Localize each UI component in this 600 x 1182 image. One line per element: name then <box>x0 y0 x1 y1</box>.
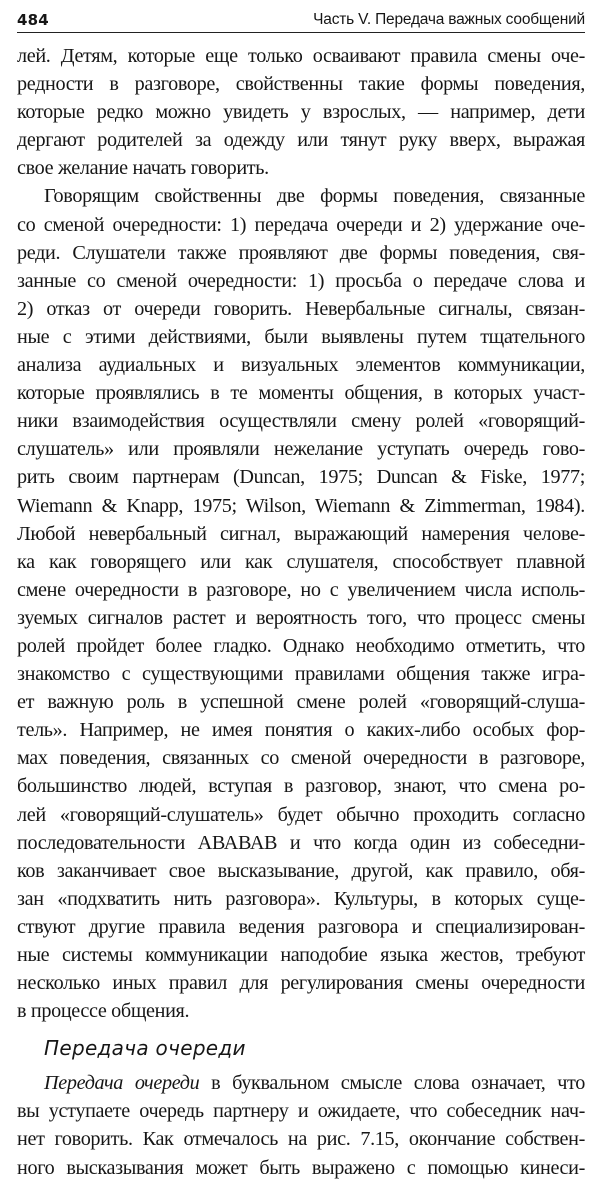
text-line: несколько иных правил для регулирования смены очередности <box>17 972 585 995</box>
text-line: лей «говорящий-слушатель» будет обычно проходить согласно <box>17 803 585 826</box>
text-line: смене очередности в разговоре, но с увеличением числа исполь- <box>17 578 585 601</box>
text-run: в буквальном смысле слова означает, что <box>199 1072 585 1095</box>
text-line: ные с этими действиями, были выявлены путем тщательного <box>17 325 585 348</box>
text-line: Wiemann & Knapp, 1975; Wilson, Wiemann & Zimmerman, 1984). <box>17 494 585 517</box>
header-rule <box>17 32 585 33</box>
text-line: занные со сменой очередности: 1) просьба о передаче слова и <box>17 269 585 292</box>
page-header <box>17 8 585 32</box>
text-line: в процессе общения. <box>17 1000 190 1023</box>
section-subheading: Передача очереди <box>44 1036 246 1061</box>
text-line: анализа аудиальных и визуальных элементов коммуникации, <box>17 354 585 377</box>
text-line: нет говорить. Как отмечалось на рис. 7.15, окончание собствен- <box>17 1128 585 1151</box>
running-title: Часть V. Передача важных сообщений <box>313 11 585 28</box>
text-line: ролей пройдет более гладко. Однако необходимо отметить, что <box>17 634 585 657</box>
text-line: вы уступаете очередь партнеру и ожидаете, что собеседник нач- <box>17 1100 585 1123</box>
text-line: рить своим партнерам (Duncan, 1975; Duncan & Fiske, 1977; <box>17 466 585 489</box>
page-number: 484 <box>17 11 49 29</box>
text-line: тель». Например, не имея понятия о каких-либо особых фор- <box>17 719 585 742</box>
text-line: Любой невербальный сигнал, выражающий намерения челове- <box>17 522 585 545</box>
text-line: мах поведения, связанных со сменой очередности в разговоре, <box>17 747 585 770</box>
text-line: ствуют другие правила ведения разговора и специализирован- <box>17 915 585 938</box>
body-text <box>17 42 585 1182</box>
text-line: которые проявлялись в те моменты общения, в которых участ- <box>17 382 585 405</box>
text-line: редности в разговоре, свойственны такие формы поведения, <box>17 73 585 96</box>
text-line: большинство людей, вступая в разговор, знают, что смена ро- <box>17 775 585 798</box>
text-line: ков заканчивает свое высказывание, другой, как правило, обя- <box>17 859 585 882</box>
text-line: ники взаимодействия осуществляли смену ролей «говорящий- <box>17 410 585 433</box>
text-line: со сменой очередности: 1) передача очереди и 2) удержание оче- <box>17 213 585 236</box>
text-line: дергают родителей за одежду или тянут руку вверх, выражая <box>17 129 585 152</box>
text-line: последовательности АВАВАВ и что когда один из собеседни- <box>17 831 585 854</box>
text-line: зан «подхватить нить разговора». Культуры, в которых суще- <box>17 887 585 910</box>
text-line: свое желание начать говорить. <box>17 157 269 180</box>
text-line: 2) отказ от очереди говорить. Невербальные сигналы, связан- <box>17 297 585 320</box>
text-line: Говорящим свойственны две формы поведения, связанные <box>44 185 585 208</box>
text-line: ного высказывания может быть выражено с помощью кинеси- <box>17 1156 585 1179</box>
text-line: лей. Детям, которые еще только осваивают правила смены оче- <box>17 45 585 67</box>
text-line: ет важную роль в успешной смене ролей «говорящий-слуша- <box>17 691 585 714</box>
text-line: ка как говорящего или как слушателя, способствует плавной <box>17 550 585 573</box>
text-line: ные системы коммуникации наподобие языка жестов, требуют <box>17 944 585 966</box>
text-line: зуемых сигналов растет и вероятность того, что процесс смены <box>17 606 585 629</box>
text-line: реди. Слушатели также проявляют две формы поведения, свя- <box>17 241 585 264</box>
italic-term: Передача очереди <box>44 1072 200 1095</box>
text-line: слушатель» или проявляли нежелание уступать очередь гово- <box>17 438 585 461</box>
text-line: которые редко можно увидеть у взрослых, — например, дети <box>17 101 585 124</box>
text-line <box>17 1069 585 1097</box>
text-line: знакомство с существующими правилами общения также игра- <box>17 663 585 686</box>
